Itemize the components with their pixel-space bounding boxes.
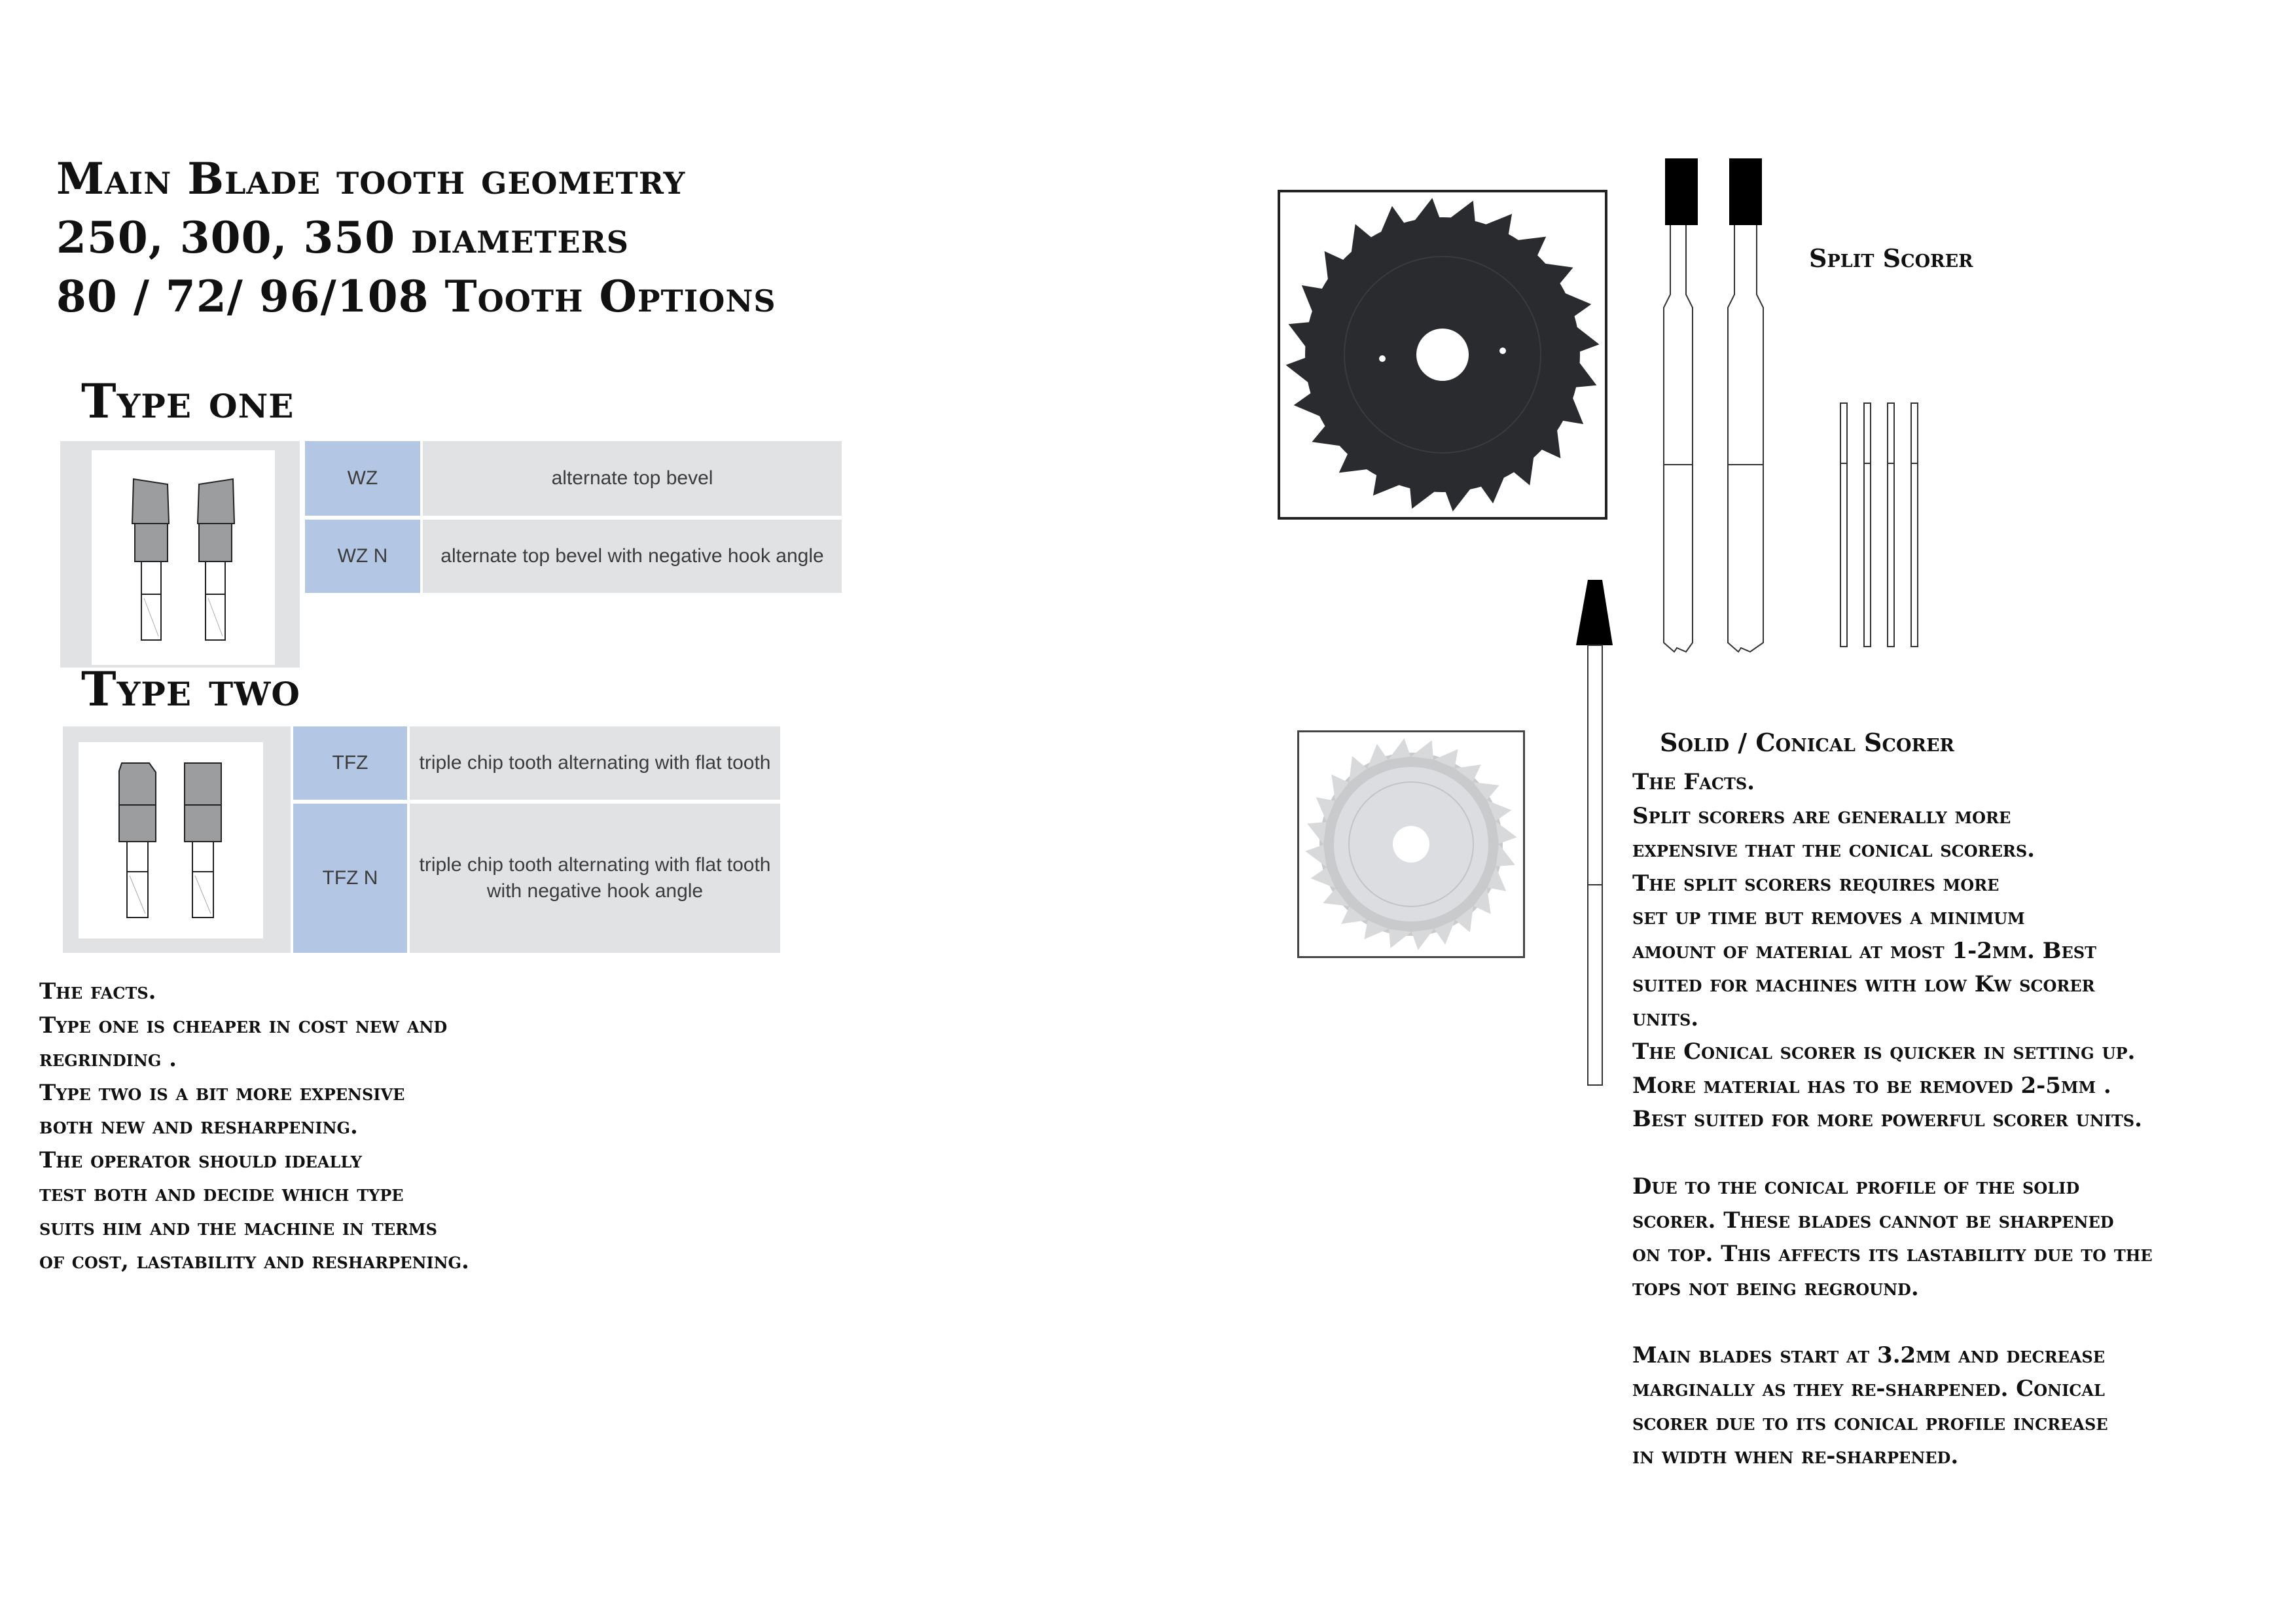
left-facts-line: regrinding . (39, 1046, 177, 1072)
right-facts-line: The Conical scorer is quicker in setting up. (1632, 1039, 2136, 1065)
type-two-tooth-illustration (79, 742, 263, 938)
type-two-table (63, 726, 783, 953)
left-facts (39, 975, 469, 1279)
right-facts-line: amount of material at most 1-2mm. Best (1632, 937, 2096, 964)
right-facts-line: tops not being reground. (1632, 1274, 1919, 1301)
saw-tooth (1409, 482, 1443, 509)
right-facts-line: Main blades start at 3.2mm and decrease (1632, 1342, 2106, 1368)
split-scorer-blade-photo (1278, 190, 1607, 520)
saw-tooth (1570, 355, 1597, 388)
right-facts-line: The Facts. (1632, 769, 1755, 795)
type-one-row-1-description: alternate top bevel (423, 441, 842, 516)
title-line-1: Main Blade tooth geometry (56, 153, 686, 204)
left-facts-line: Type two is a bit more expensive (39, 1079, 405, 1106)
saw-tooth (1412, 929, 1434, 950)
saw-tooth (1408, 198, 1442, 228)
saw-tooth (1388, 738, 1410, 759)
title-line-2: 250, 300, 350 diameters (56, 212, 630, 263)
saw-blade-light-icon (1299, 732, 1523, 956)
type-two-heading: Type two (81, 661, 300, 717)
saw-tooth (1286, 355, 1316, 389)
right-facts-line: set up time but removes a minimum (1632, 904, 2025, 930)
right-facts-line: on top. This affects its lastability due to the (1632, 1241, 2153, 1267)
type-one-row-2-description: alternate top bevel with negative hook angle (423, 520, 842, 593)
type-one-table (60, 441, 824, 668)
split-scorer-diagram (1656, 157, 1787, 661)
type-two-row-1-code: TFZ (293, 726, 407, 800)
saw-tooth (1496, 844, 1515, 866)
right-facts-line (1632, 1305, 2153, 1339)
right-facts-line: marginally as they re-sharpened. Conical (1632, 1376, 2105, 1402)
type-two-row-1-description: triple chip tooth alternating with flat tooth (410, 726, 780, 800)
saw-tooth (1443, 481, 1477, 511)
left-facts-line: The operator should ideally (39, 1147, 362, 1173)
type-one-heading: Type one (81, 373, 295, 429)
left-facts-line: Type one is cheaper in cost new and (39, 1012, 448, 1039)
right-facts-line: scorer. These blades cannot be sharpened (1632, 1207, 2114, 1234)
saw-tooth (1289, 321, 1316, 355)
solid-conical-scorer-label: Solid / Conical Scorer (1660, 728, 1954, 757)
saw-tooth (1569, 321, 1599, 354)
conical-scorer-blade-photo (1297, 730, 1525, 958)
left-facts-line: test both and decide which type (39, 1181, 404, 1207)
right-facts-line (1632, 1137, 2153, 1171)
right-facts-line: scorer due to its conical profile increase (1632, 1409, 2108, 1436)
saw-tooth (1496, 821, 1516, 844)
saw-blade-dark-icon (1280, 192, 1605, 517)
right-facts-line: expensive that the conical scorers. (1632, 836, 2036, 863)
title-line-3: 80 / 72/ 96/108 Tooth Options (56, 271, 776, 322)
right-facts (1632, 766, 2153, 1474)
page-title (56, 149, 776, 326)
right-facts-line: in width when re-sharpened. (1632, 1443, 1959, 1469)
type-one-row-1-code: WZ (305, 441, 420, 516)
right-facts-line: The split scorers requires more (1632, 870, 2000, 897)
saw-tooth (1305, 845, 1326, 867)
left-facts-line: suits him and the machine in terms (39, 1214, 437, 1241)
type-one-tooth-illustration (92, 450, 275, 665)
split-scorer-label: Split Scorer (1809, 243, 1973, 273)
saw-tooth (1307, 822, 1326, 844)
left-facts-line: The facts. (39, 978, 156, 1005)
saw-tooth (1443, 201, 1476, 228)
type-two-row-2-code: TFZ N (293, 804, 407, 953)
right-facts-line: suited for machines with low Kw scorer (1632, 971, 2095, 997)
type-one-row-2-code: WZ N (305, 520, 420, 593)
right-facts-line: Split scorers are generally more (1632, 802, 2011, 829)
type-two-row-2-description: triple chip tooth alternating with flat tooth with negative hook angle (410, 804, 780, 953)
saw-tooth (1411, 740, 1433, 759)
right-facts-line: More material has to be removed 2-5mm . (1632, 1072, 2111, 1099)
right-facts-line: Due to the conical profile of the solid (1632, 1173, 2080, 1200)
saw-tooth (1389, 929, 1411, 948)
conical-scorer-diagram (1572, 579, 1618, 1089)
right-facts-line: units. (1632, 1005, 1699, 1031)
right-facts-line: Best suited for more powerful scorer units. (1632, 1106, 2142, 1132)
left-facts-line: of cost, lastability and resharpening. (39, 1248, 469, 1274)
left-facts-line: both new and resharpening. (39, 1113, 358, 1139)
split-scorer-profiles (1838, 402, 1929, 651)
